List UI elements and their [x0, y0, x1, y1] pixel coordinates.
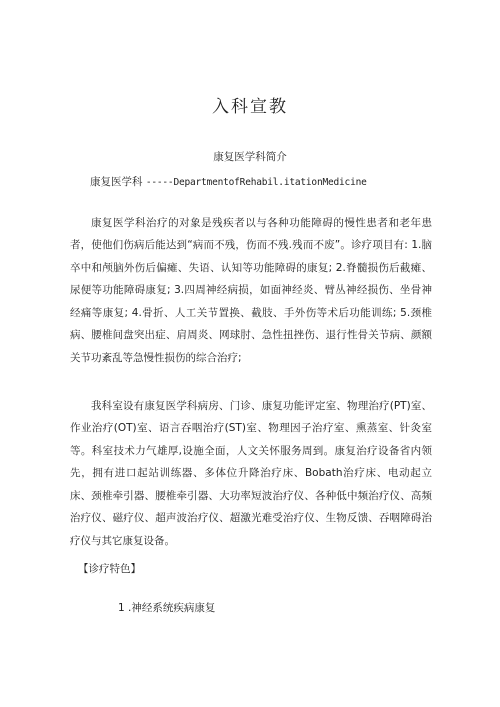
department-name-line [90, 174, 450, 189]
document-subtitle: 康复医学科简介 [213, 151, 287, 163]
list-item: 1 .神经系统疾病康复 [118, 602, 216, 614]
department-name-en: -----DepartmentofRehabil.itationMedicine [145, 177, 367, 188]
intro-paragraph: 康复医学科治疗的对象是残疾者以与各种功能障碍的慢性患者和老年患者，使他们伤病后能达到“病而不残，伤而不残.残而不废”。诊疗项目有: 1.脑卒中和颅脑外伤后偏瘫、失语、认知等功能障碍的康复; 2.脊髓损伤后截瘫、尿便等功能障碍康复; 3.四周神经病损，如面神经炎、臂丛神经损伤、坐骨神经痛等康复; 4.骨折、人工关节置换、截肢、手外伤等术后功能训练; 5.颈椎病、腰椎间盘突出症、肩周炎、网球肘、急性扭挫伤、退行性骨关节病、颜额关节功紊乱等急慢性损伤的综合治疗; [70, 216, 432, 364]
document-title: 入科宣教 [212, 97, 288, 117]
department-name-cn: 康复医学科 [90, 176, 146, 188]
section-heading: 【诊疗特色】 [78, 563, 141, 575]
facilities-paragraph: 我科室设有康复医学科病房、门诊、康复功能评定室、物理治疗(PT)室、作业治疗(OT)室、语言吞咽治疗(ST)室、物理因子治疗室、熏蒸室、针灸室等。科室技术力气雄厚,设施全面，人文关怀服务周到。康复治疗设备省内领先，拥有进口起站训练器、多体位升降治疗床、Bobath治疗床、电动起立床、颈椎牵引器、腰椎牵引器、大功率短波治疗仪、各种低中频治疗仪、高频治疗仪、磁疗仪、超声波治疗仪、超激光难受治疗仪、生物反馈、吞咽障碍治疗仪与其它康复设备。 [70, 399, 432, 547]
